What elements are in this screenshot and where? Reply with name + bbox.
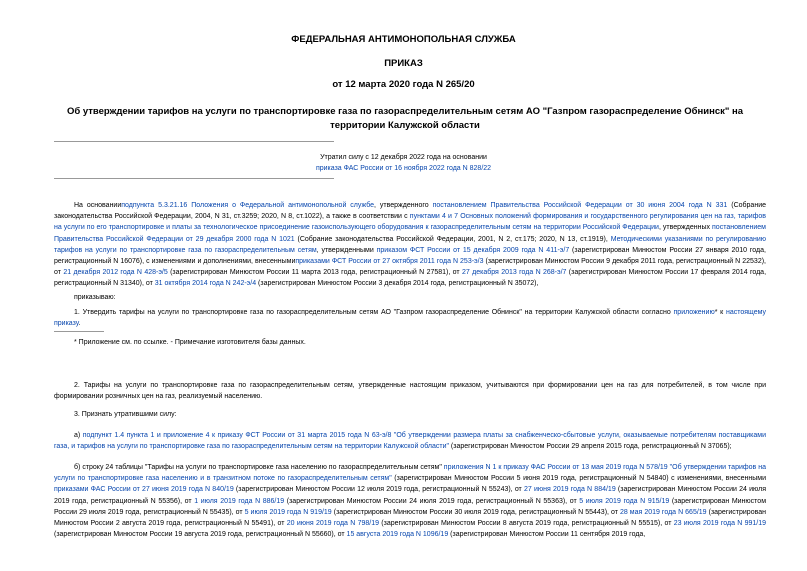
preamble-text-3: (Собрание законодательства Российской Федерации, 2004, N 31, ст.3259; 2020, N 8, ст.1022), а также в соответствии с bbox=[54, 202, 766, 221]
preamble-link-6[interactable]: приказом ФСТ России от 15 декабря 2009 года N 411-э/7 bbox=[376, 246, 570, 254]
pa-text-1: а) bbox=[74, 432, 81, 439]
pa-link-1[interactable]: подпункт 1.4 пункта 1 и приложение 4 к приказу ФСТ России от 31 марта 2015 года N 63-э/8 "Об утверждении размера платы за снабженческо-сбытовые услуги, оказываемые потребителям поставщиками газа, и тарифов на услуги по транспортировке газа по газораспределительным сетям на территории Калужской области" bbox=[54, 432, 766, 451]
pb-link-10[interactable]: 15 августа 2019 года N 1096/19 bbox=[346, 531, 449, 539]
preamble-link-4[interactable]: постановлением Правительства Российской Федерации от 29 декабря 2000 года N 1021 bbox=[54, 224, 766, 243]
preamble-text-2: , утвержденного bbox=[374, 202, 429, 209]
pb-link-1[interactable]: приложения N 1 к приказу ФАС России от 13 мая 2019 года N 578/19 "Об утверждении тарифов на услуги по транспортировке газа населению и в транзитном потоке по газораспределительным сетям" bbox=[54, 464, 766, 483]
p1-link-appendix[interactable]: приложению bbox=[673, 309, 715, 316]
pb-text-6: (зарегистрирован Минюстом России 29 июля 2019 года, регистрационный N 55435), от bbox=[54, 497, 767, 516]
preamble-text-1: На основании bbox=[74, 202, 122, 209]
agency-heading: ФЕДЕРАЛЬНАЯ АНТИМОНОПОЛЬНАЯ СЛУЖБА bbox=[291, 34, 516, 45]
preamble-link-10[interactable]: 31 октября 2014 года N 242-э/4 bbox=[154, 280, 257, 288]
pb-link-9[interactable]: 23 июля 2019 года N 991/19 bbox=[673, 520, 767, 528]
preamble-link-7[interactable]: приказами ФСТ России от 27 октября 2011 года N 253-э/3 bbox=[295, 258, 484, 266]
paragraph-3b bbox=[54, 462, 766, 540]
preamble-link-5[interactable]: Методическими указаниями по регулированию тарифов на услуги по транспортировке газа по газораспределительным сетям bbox=[54, 235, 766, 254]
pb-link-3[interactable]: 27 июня 2019 года N 884/19 bbox=[523, 486, 616, 494]
preamble-text-4: , утвержденных bbox=[658, 224, 710, 232]
paragraph-3a bbox=[54, 430, 766, 452]
footnote-divider bbox=[54, 331, 104, 332]
preamble-text-7: (зарегистрирован Минюстом России 27 января 2010 года, регистрационный N 16076), с изменениями и дополнениями, внесенными bbox=[54, 246, 766, 266]
preamble-link-3[interactable]: пунктами 4 и 7 Основных положений формирования и государственного регулирования цен на газ, тарифов на услуги по его транспортировке и платы за технологическое присоединение газоиспользующего оборудования к газораспределительным сетям на территории Российской Федерации bbox=[54, 213, 766, 232]
pb-text-8: (зарегистрирован Минюстом России 2 августа 2019 года, регистрационный N 55491), от bbox=[54, 508, 766, 528]
pb-link-7[interactable]: 28 мая 2019 года N 665/19 bbox=[619, 508, 707, 516]
preamble-text-9: (зарегистрирован Минюстом России 11 марта 2013 года, регистрационный N 27581), от bbox=[167, 269, 460, 277]
pb-text-10: (зарегистрирован Минюстом России 19 августа 2019 года, регистрационный N 55660), от bbox=[54, 531, 345, 539]
p1-text-1: 1. Утвердить тарифы на услуги по транспортировке газа по газораспределительным сетям АО "Газпром газораспределение Обнинск" на территории Калужской области согласно bbox=[74, 309, 671, 316]
preamble-text-6: , утвержденными bbox=[316, 246, 374, 254]
pb-text-4: (зарегистрирован Минюстом России 24 июля 2019 года, регистрационный N 55356), от bbox=[54, 486, 767, 505]
preamble-link-9[interactable]: 27 декабря 2013 года N 268-э/7 bbox=[462, 269, 567, 277]
paragraph-3: 3. Признать утратившими силу: bbox=[74, 411, 177, 418]
preamble-link-8[interactable]: 21 декабря 2012 года N 428-э/5 bbox=[63, 269, 168, 277]
preamble-text-5: (Собрание законодательства Российской Федерации, 2001, N 2, ст.175; 2020, N 13, ст.1919), bbox=[294, 235, 608, 243]
pb-text-5: (зарегистрирован Минюстом России 24 июля 2019 года, регистрационный N 55363), от bbox=[284, 497, 577, 505]
document-type-heading: ПРИКАЗ bbox=[384, 58, 423, 69]
pb-text-9: (зарегистрирован Минюстом России 8 августа 2019 года, регистрационный N 55515), от bbox=[379, 520, 672, 528]
pb-text-11: (зарегистрирован Минюстом России 11 сентября 2019 года, bbox=[448, 531, 646, 539]
date-number-heading: от 12 марта 2020 года N 265/20 bbox=[332, 79, 475, 90]
pb-link-8[interactable]: 20 июня 2019 года N 798/19 bbox=[286, 520, 379, 528]
repeal-note bbox=[0, 152, 807, 174]
document-title: Об утверждении тарифов на услуги по транспортировке газа по газораспределительным сетям АО "Газпром газораспределение Обнинск" на территории Калужской области bbox=[66, 106, 744, 131]
footnote: * Приложение см. по ссылке. - Примечание изготовителя базы данных. bbox=[74, 339, 306, 346]
preamble-link-1[interactable]: подпункта 5.3.21.16 Положения о Федеральной антимонопольной службе bbox=[121, 202, 375, 209]
paragraph-2: 2. Тарифы на услуги по транспортировке газа по газораспределительным сетям, утвержденные настоящим приказом, учитываются при формировании цен на газ для потребителей, в том числе при формировании розничных цен на газ, реализуемый населению. bbox=[54, 382, 766, 401]
order-word: приказываю: bbox=[74, 294, 116, 301]
pb-link-5[interactable]: 5 июля 2019 года N 915/19 bbox=[579, 497, 670, 505]
divider-bottom bbox=[54, 178, 334, 179]
pb-text-7: (зарегистрирован Минюстом России 30 июля 2019 года, регистрационный N 55443), от bbox=[331, 508, 618, 516]
paragraph-1 bbox=[54, 307, 766, 329]
p1-link-order[interactable]: настоящему приказу bbox=[54, 309, 766, 328]
pb-text-1: б) строку 24 таблицы "Тарифы на услуги по транспортировке газа населению по газораспределительным сетям" bbox=[74, 464, 442, 471]
p1-text-3: . bbox=[78, 320, 81, 328]
preamble-text-11: (зарегистрирован Минюстом России 3 декабря 2014 года, регистрационный N 35072), bbox=[256, 280, 539, 288]
pb-link-6[interactable]: 5 июля 2019 года N 919/19 bbox=[244, 508, 332, 516]
p1-text-2: * к bbox=[714, 309, 724, 316]
preamble-text-10: (зарегистрирован Минюстом России 17 февраля 2014 года, регистрационный N 31340), от bbox=[54, 269, 767, 288]
repeal-text: Утратил силу с 12 декабря 2022 года на основании bbox=[320, 154, 487, 161]
repeal-link[interactable]: приказа ФАС России от 16 ноября 2022 года N 828/22 bbox=[315, 165, 492, 172]
divider-top bbox=[54, 141, 334, 142]
pb-link-4[interactable]: 1 июля 2019 года N 886/19 bbox=[194, 497, 285, 505]
pa-text-2: (зарегистрирован Минюстом России 29 апреля 2015 года, регистрационный N 37065); bbox=[448, 443, 732, 451]
pb-text-3: (зарегистрирован Минюстом России 12 июля 2019 года, регистрационный N 55243), от bbox=[233, 486, 522, 494]
preamble-paragraph bbox=[54, 200, 766, 290]
preamble-link-2[interactable]: постановлением Правительства Российской Федерации от 30 июня 2004 года N 331 bbox=[432, 202, 728, 209]
preamble-text-8: (зарегистрирован Минюстом России 9 декабря 2011 года, регистрационный N 22532), от bbox=[54, 258, 766, 277]
pb-link-2[interactable]: приказами ФАС России от 27 июня 2019 года N 840/19 bbox=[54, 486, 234, 494]
pb-text-2: (зарегистрирован Минюстом России 5 июня 2019 года, регистрационный N 54840) с изменениями, внесенными bbox=[391, 475, 766, 483]
